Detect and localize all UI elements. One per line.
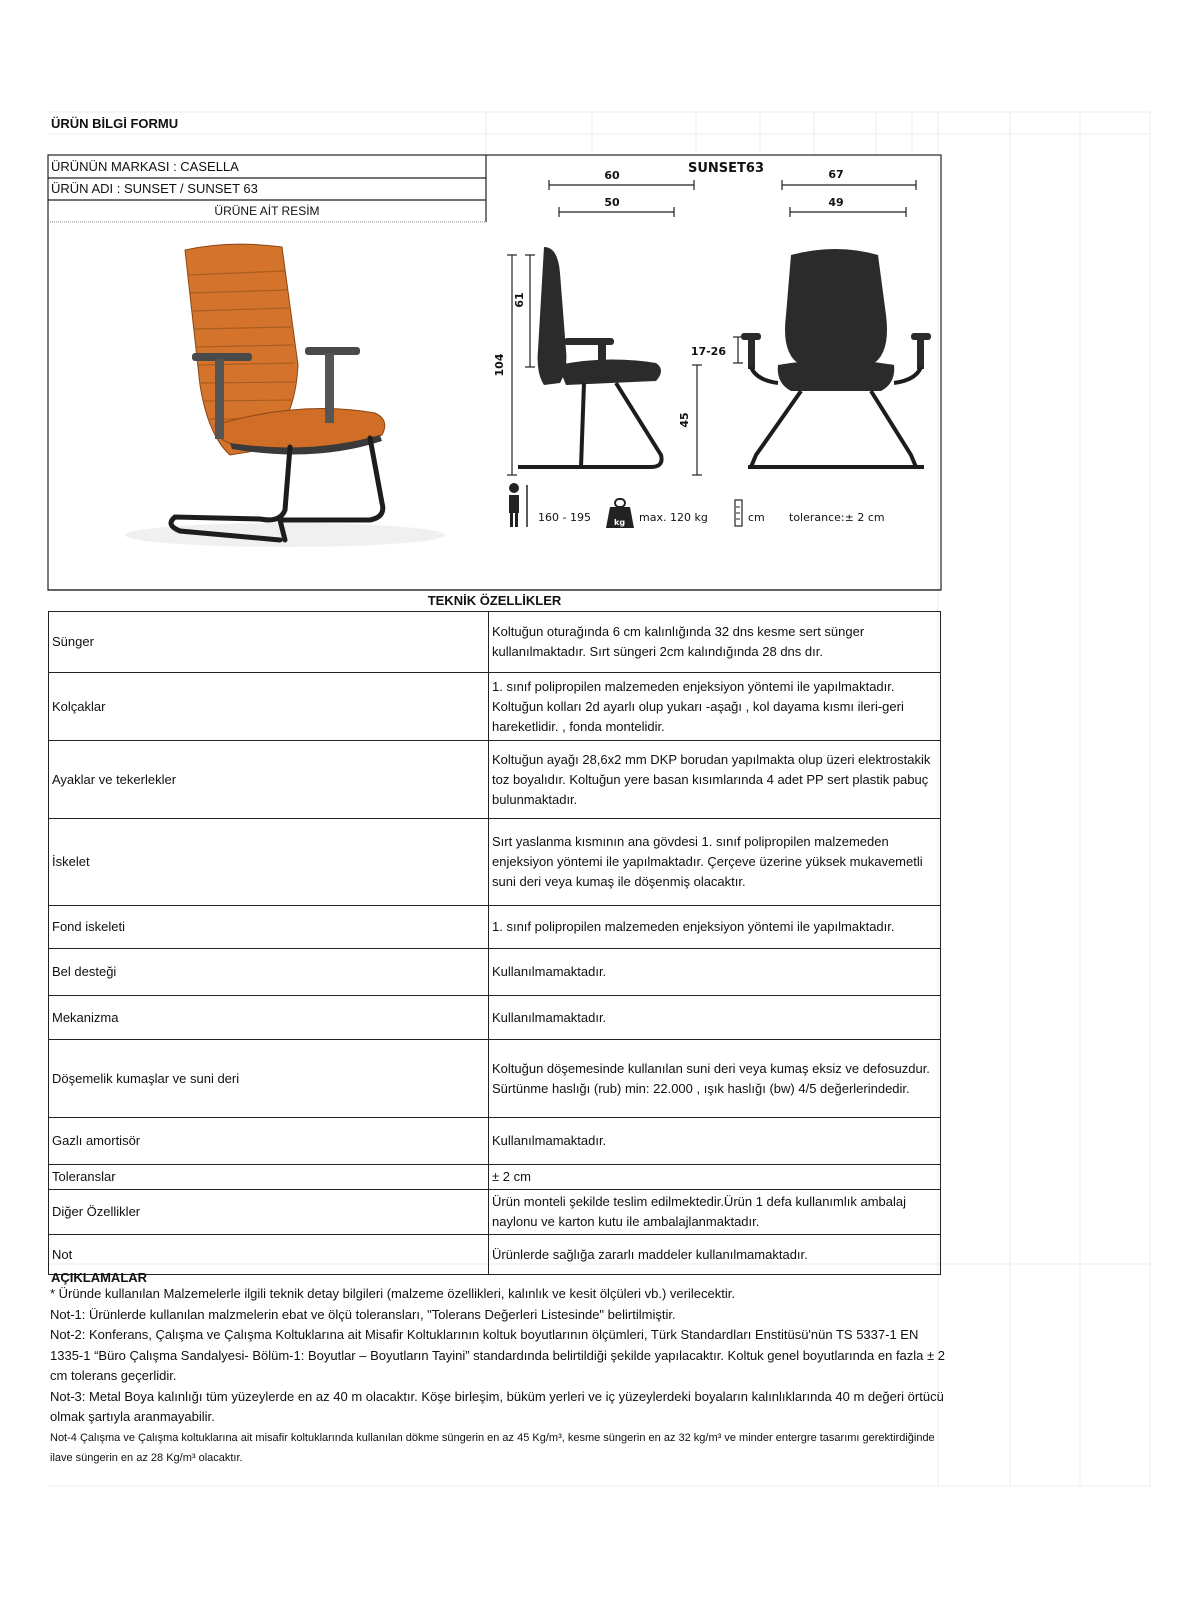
spec-key: Sünger — [49, 612, 489, 673]
spec-key: İskelet — [49, 819, 489, 906]
spec-value: Koltuğun ayağı 28,6x2 mm DKP borudan yapılmakta olup üzeri elektrostakik toz boyalıdır. Koltuğun yere basan kısımlarında 4 adet PP sert plastik pabuç bulunmaktadır. — [489, 741, 941, 819]
spec-value: Ürün monteli şekilde teslim edilmektedir.Ürün 1 defa kullanımlık ambalaj naylonu ve karton kutu ile ambalajlanmaktadır. — [489, 1190, 941, 1235]
spec-key: Kolçaklar — [49, 673, 489, 741]
table-row — [49, 1118, 941, 1165]
spec-key: Ayaklar ve tekerlekler — [49, 741, 489, 819]
tolerance-label: tolerance:± 2 cm — [789, 511, 885, 524]
table-row — [49, 819, 941, 906]
table-row — [49, 1165, 941, 1190]
spec-key: Mekanizma — [49, 996, 489, 1040]
table-row — [49, 612, 941, 673]
spec-value: Koltuğun döşemesinde kullanılan suni deri veya kumaş eksiz ve defosuzdur. Sürtünme haslığı (rub) min: 22.000 , ışık haslığı (bw) 4/5 değerlerindedir. — [489, 1040, 941, 1118]
note-item: Not-4 Çalışma ve Çalışma koltuklarına ait misafir koltuklarında kullanılan dökme süngerin en az 45 Kg/m³, kesme süngerin en az 32 kg/m³ ve minder entergre tasarımı gerektirdiğinde ilave süngerin en az 28 Kg/m³ olacaktır. — [50, 1431, 935, 1464]
spec-value: Sırt yaslanma kısmının ana gövdesi 1. sınıf polipropilen malzemeden enjeksiyon yöntemi ile yapılmaktadır. Çerçeve üzerine yüksek mukavemetli suni deri veya kumaş ile döşenmiş olacaktır. — [489, 819, 941, 906]
product-name: ÜRÜN ADI : SUNSET / SUNSET 63 — [51, 181, 258, 196]
spec-value: 1. sınıf polipropilen malzemeden enjeksiyon yöntemi ile yapılmaktadır. — [489, 906, 941, 949]
note-item: Not-3: Metal Boya kalınlığı tüm yüzeylerde en az 40 m olacaktır. Köşe birleşim, büküm yerleri ve iç yüzeylerdeki boyaların kalınlıklarında 40 m değeri örtücü olmak şartıyla aranmayabilir. — [50, 1388, 944, 1424]
unit-label: cm — [748, 511, 765, 524]
image-label: ÜRÜNE AİT RESİM — [214, 204, 320, 218]
spec-value: Koltuğun oturağında 6 cm kalınlığında 32 dns kesme sert sünger kullanılmaktadır. Sırt süngeri 2cm kalındığında 28 dns dır. — [489, 612, 941, 673]
spec-value: Kullanılmamaktadır. — [489, 1118, 941, 1165]
spec-value: Kullanılmamaktadır. — [489, 996, 941, 1040]
notes-title: AÇIKLAMALAR — [51, 1270, 148, 1285]
person-icon — [509, 483, 519, 493]
table-row — [49, 1040, 941, 1118]
note-item: Not-1: Ürünlerde kullanılan malzmelerin ebat ve ölçü toleransları, "Tolerans Değerleri Listesinde" belirtilmiştir. — [50, 1306, 676, 1322]
spec-key: Fond iskeleti — [49, 906, 489, 949]
chair-photo — [120, 235, 450, 565]
spec-key: Döşemelik kumaşlar ve suni deri — [49, 1040, 489, 1118]
table-row — [49, 949, 941, 996]
dim-side-top: 60 — [604, 169, 620, 182]
spec-key: Not — [49, 1235, 489, 1275]
table-row — [49, 673, 941, 741]
technical-drawing — [486, 155, 941, 590]
table-row — [49, 741, 941, 819]
kg-icon-text: kg — [614, 518, 626, 527]
spec-key: Diğer Özellikler — [49, 1190, 489, 1235]
table-row — [49, 906, 941, 949]
brand-label: ÜRÜNÜN MARKASI : CASELLA — [51, 159, 239, 174]
note-item: Not-2: Konferans, Çalışma ve Çalışma Koltuklarına ait Misafir Koltuklarının koltuk boyutlarının ölçümleri, Türk Standardları Enstitüsü'nün TS 5337-1 EN 1335-1 “Büro Çalışma Sandalyesi- Bölüm-1: Boyutlar – Boyutların Tayini” standardında belirtildiği şekilde yapılacaktır. Koltuk genel boyutlarında en fazla ± 2 cm tolerans geçerlidir. — [50, 1327, 945, 1383]
max-weight: max. 120 kg — [639, 511, 708, 524]
notes-block — [50, 1284, 950, 1468]
dim-height-total: 104 — [493, 353, 506, 377]
note-item: * Üründe kullanılan Malzemelerle ilgili teknik detay bilgileri (malzeme özellikleri, kalınlık ve kesit ölçüleri vb.) verilecektir. — [50, 1286, 735, 1301]
spec-value: Ürünlerde sağlığa zararlı maddeler kullanılmamaktadır. — [489, 1235, 941, 1275]
dim-side-bottom: 50 — [604, 196, 620, 209]
dim-arm-range: 17-26 — [690, 345, 726, 358]
dim-front-top: 67 — [828, 168, 844, 181]
spec-key: Toleranslar — [49, 1165, 489, 1190]
user-height: 160 - 195 — [538, 511, 591, 524]
dim-seat-height: 45 — [678, 412, 691, 428]
model-label: SUNSET63 — [687, 161, 765, 176]
spec-key: Bel desteği — [49, 949, 489, 996]
spec-value: 1. sınıf polipropilen malzemeden enjeksiyon yöntemi ile yapılmaktadır. Koltuğun kolları 2d ayarlı olup yukarı -aşağı , kol dayama kısmı ileri-geri hareketlidir. , fonda montelidir. — [489, 673, 941, 741]
dim-front-bottom: 49 — [828, 196, 844, 209]
table-row — [49, 1235, 941, 1275]
table-row — [49, 996, 941, 1040]
spec-key: Gazlı amortisör — [49, 1118, 489, 1165]
spec-title: TEKNİK ÖZELLİKLER — [427, 593, 562, 608]
spec-table — [48, 611, 941, 1275]
table-row — [49, 1190, 941, 1235]
spec-value: Kullanılmamaktadır. — [489, 949, 941, 996]
dim-back-height: 61 — [513, 292, 526, 308]
spec-value: ± 2 cm — [489, 1165, 941, 1190]
form-title: ÜRÜN BİLGİ FORMU — [51, 116, 179, 131]
